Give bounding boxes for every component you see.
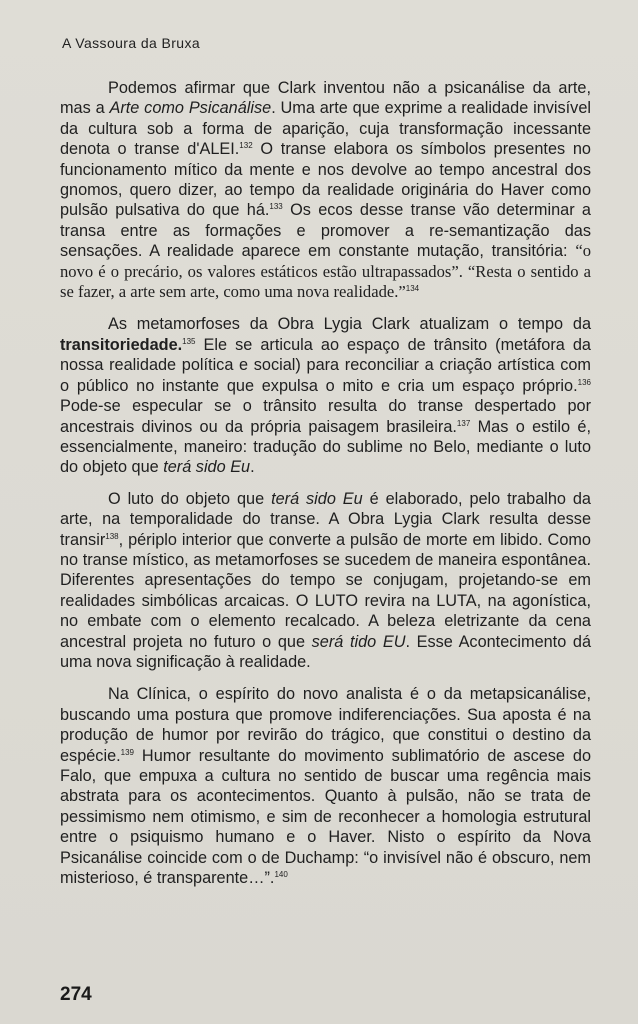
footnote-ref: 132	[239, 141, 253, 151]
text-run: O luto do objeto que	[108, 489, 272, 508]
text-run: Pode-se especular se o trânsito resulta do transe despertado por ancestrais divinos ou da própria paisagem brasileira.	[60, 397, 591, 436]
footnote-ref: 136	[577, 377, 591, 387]
text-run: O transe elabora os símbolos presentes no funcionamento mítico da mente e nos devolve ao tempo ancestral dos gnomos, quero dizer, ao tempo da realidade originária do Haver como pulsão pulsativa do que há.	[60, 140, 591, 220]
text-run: . Uma arte que exprime a realidade invisível da cultura sob a forma de aparição, cuja transformação incessante denota o transe d'ALEI.	[60, 99, 591, 159]
running-title: A Vassoura da Bruxa	[62, 35, 201, 51]
page-number: 274	[60, 984, 92, 1005]
italic-run: terá sido Eu	[271, 489, 363, 508]
text-run: Na Clínica, o espírito do novo analista é o da metapsicanálise, buscando uma postura que promove indiferenciações. Sua aposta é na produção de humor por revirão do trágico, que constitui o destino da espécie.	[60, 685, 591, 765]
footnote-ref: 137	[456, 418, 471, 428]
text-run: . Esse Acontecimento dá uma nova significação à realidade.	[60, 632, 592, 671]
text-run: Podemos afirmar que Clark inventou não a psicanálise da arte, mas a	[60, 79, 591, 118]
paragraph-1	[60, 78, 591, 302]
text-run: Os ecos desse transe vão determinar a transa entre as formações e promover a re-semantização das sensações. A realidade aparece em constante mutação, transitória:	[60, 201, 591, 261]
italic-run: terá sido Eu	[163, 458, 251, 477]
text-run: , périplo interior que converte a pulsão de morte em libido. Como no transe místico, as metamorfoses se sucedem de maneira espontânea. Diferentes apresentações do tempo se conjugam, projetando-se em realidades simbólicas arcaicas. O LUTO revira na LUTA, na agonística, no embate com o elemento recalcado. A beleza eletrizante da cena ancestral projeta no futuro o que	[60, 530, 591, 651]
text-run: Mas o estilo é, essencialmente, maneiro: tradução do sublime no Belo, mediante o luto do objeto que	[60, 417, 591, 477]
text-run: As metamorfoses da Obra Lygia Clark atualizam o tempo da	[108, 315, 591, 334]
text-run: Humor resultante do movimento sublimatório de ascese do Falo, que empuxa a cultura no sentido de buscar uma regência mais abstrata para os acontecimentos. Quanto à pulsão, não se trata de pessimismo nem otimismo, e sim de reconhecer a homologia estrutural entre o psiquismo humano e o Haver. Nisto o espírito da Nova Psicanálise coincide com o de Duchamp: “o invisível não é obscuro, nem misterioso, é transparente…”.	[60, 746, 591, 888]
italic-run: será tido EU	[311, 632, 406, 651]
body-text	[60, 78, 591, 900]
paragraph-4	[60, 684, 591, 888]
text-run: .	[250, 458, 255, 477]
text-run: Ele se articula ao espaço de trânsito (metáfora da nossa realidade política e social) para reconciliar a criação artística com o público no instante que expulsa o mito e cria um espaço próprio.	[60, 335, 591, 395]
footnote-ref: 140	[274, 870, 288, 880]
paragraph-3	[60, 489, 591, 673]
footnote-ref: 138	[105, 531, 119, 541]
footnote-ref: 133	[269, 202, 283, 212]
paragraph-2	[60, 314, 591, 477]
text-run: é elaborado, pelo trabalho da arte, na temporalidade do transe. A Obra Lygia Clark resulta desse transir	[60, 489, 591, 549]
bold-run: transitoriedade.	[60, 335, 183, 354]
footnote-ref: 139	[120, 747, 135, 757]
footnote-ref: 135	[182, 336, 196, 346]
footnote-ref: 134	[405, 284, 420, 294]
quotation: “o novo é o precário, os valores estáticos estão ultrapassados”. “Resta o sentido a se fazer, a arte sem arte, como uma nova realidade.”	[60, 241, 591, 302]
italic-run: Arte como Psicanálise	[109, 99, 272, 118]
